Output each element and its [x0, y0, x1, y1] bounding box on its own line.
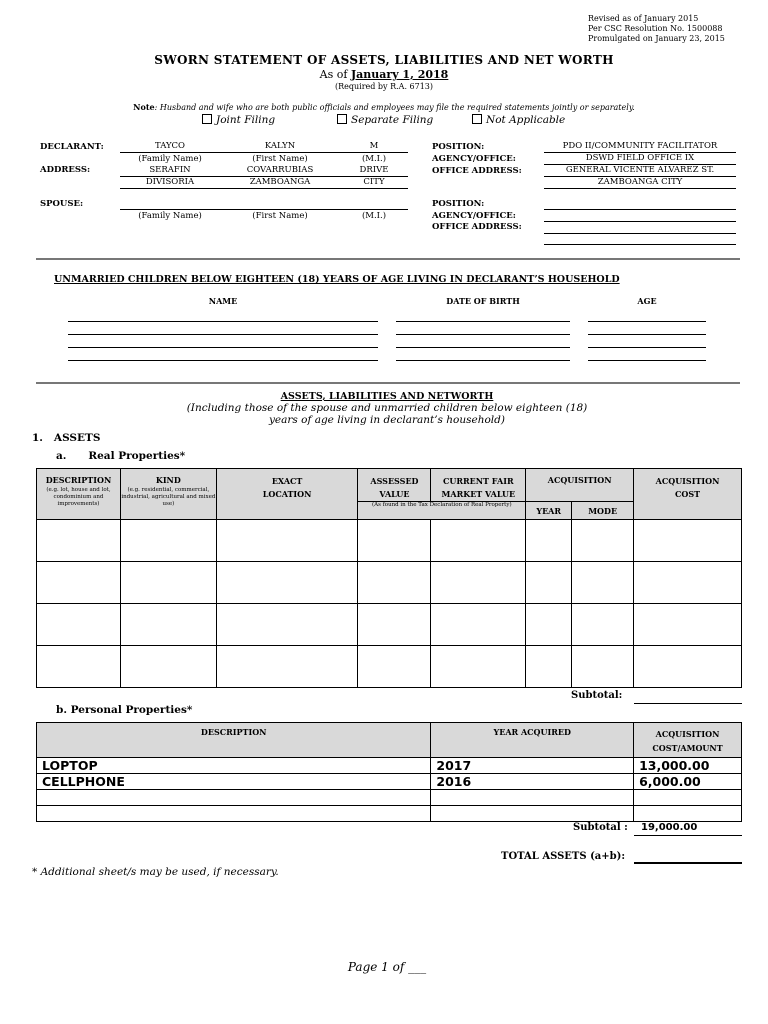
real-header-acquisition: ACQUISITION [526, 469, 634, 502]
personal-header-year: YEAR ACQUIRED [431, 723, 634, 758]
personal-description[interactable]: CELLPHONE [37, 774, 431, 790]
table-cell[interactable] [120, 562, 216, 604]
page-title: SWORN STATEMENT OF ASSETS, LIABILITIES AND NET WORTH [154, 53, 614, 67]
table-row [37, 774, 742, 790]
real-header-cost-l1: ACQUISITION [655, 476, 720, 486]
total-assets-label: TOTAL ASSETS (a+b): [501, 851, 626, 862]
table-cell[interactable] [526, 520, 572, 562]
agency-label: AGENCY/OFFICE: [432, 154, 516, 164]
real-header-market-l1: CURRENT FAIR [443, 476, 514, 486]
filing-option-separate[interactable] [337, 114, 433, 126]
position-value[interactable]: PDO II/COMMUNITY FACILITATOR [562, 141, 718, 151]
table-cell[interactable] [634, 562, 742, 604]
personal-header-cost-l1: ACQUISITION [655, 729, 720, 739]
real-header-year: YEAR [526, 502, 572, 520]
declarant-family-name[interactable]: TAYCO [155, 141, 185, 151]
table-cell[interactable] [216, 562, 358, 604]
total-assets-line[interactable] [634, 862, 742, 864]
real-header-assessed-l2: VALUE [379, 489, 410, 499]
family-name-caption: (Family Name) [138, 154, 202, 164]
children-header-age: AGE [637, 296, 657, 306]
personal-subtotal-value[interactable]: 19,000.00 [641, 822, 698, 833]
header-notes [588, 14, 725, 44]
child-name-line-1[interactable] [68, 321, 378, 322]
table-cell[interactable] [431, 562, 526, 604]
children-header-dob: DATE OF BIRTH [446, 296, 520, 306]
table-cell[interactable] [358, 604, 431, 646]
position-label: POSITION: [432, 142, 485, 152]
personal-cost[interactable] [634, 806, 742, 822]
table-cell[interactable] [431, 604, 526, 646]
real-header-assessed [358, 469, 431, 502]
child-dob-line-3[interactable] [396, 347, 570, 348]
table-cell[interactable] [526, 604, 572, 646]
real-header-kind-label: KIND [155, 475, 181, 485]
personal-description[interactable]: LOPTOP [37, 758, 431, 774]
spouse-position-rule[interactable] [544, 209, 736, 210]
personal-year[interactable] [431, 790, 634, 806]
table-cell[interactable] [37, 562, 121, 604]
note-label: Note [133, 102, 155, 112]
table-cell[interactable] [634, 646, 742, 688]
real-properties-heading: a. Real Properties* [56, 450, 186, 462]
filing-option-joint[interactable] [202, 114, 275, 126]
revised-note: Revised as of January 2015 [588, 14, 699, 23]
table-cell[interactable] [216, 604, 358, 646]
table-row [37, 646, 742, 688]
real-header-value-note: (As found in the Tax Declaration of Real Property) [358, 502, 526, 520]
personal-year[interactable] [431, 806, 634, 822]
real-header-kind [120, 469, 216, 520]
real-header-location-l1: EXACT [271, 476, 303, 486]
table-cell[interactable] [634, 520, 742, 562]
real-subtotal-label: Subtotal: [571, 690, 623, 701]
joint-filing-checkbox[interactable] [202, 114, 212, 124]
real-header-description-label: DESCRIPTION [45, 475, 112, 485]
real-header-description [37, 469, 121, 520]
personal-properties-heading: b. Personal Properties* [56, 704, 193, 716]
personal-subtotal-line [634, 835, 742, 836]
child-age-line-1[interactable] [588, 321, 706, 322]
address-line2-part2[interactable]: ZAMBOANGA [249, 177, 311, 187]
office-address-line2[interactable]: ZAMBOANGA CITY [597, 177, 683, 187]
real-header-mode: MODE [572, 502, 634, 520]
table-cell[interactable] [358, 646, 431, 688]
assets-heading: 1. ASSETS [32, 432, 101, 444]
child-age-line-4[interactable] [588, 360, 706, 361]
address-line2-part3[interactable]: CITY [363, 177, 385, 187]
address-line1-part1[interactable]: SERAFIN [149, 165, 191, 175]
separate-filing-label: Separate Filing [351, 114, 434, 126]
additional-sheet-note: * Additional sheet/s may be used, if necessary. [32, 866, 279, 878]
child-age-line-3[interactable] [588, 347, 706, 348]
table-cell[interactable] [216, 520, 358, 562]
address-label: ADDRESS: [40, 165, 91, 175]
personal-year[interactable]: 2017 [431, 758, 634, 774]
promulgated-note: Promulgated on January 23, 2015 [588, 34, 725, 43]
office-address-line1[interactable]: GENERAL VICENTE ALVAREZ ST. [565, 165, 715, 175]
not-applicable-checkbox[interactable] [472, 114, 482, 124]
table-cell[interactable] [37, 520, 121, 562]
required-by: (Required by R.A. 6713) [334, 82, 434, 91]
table-cell[interactable] [572, 520, 634, 562]
table-cell[interactable] [572, 646, 634, 688]
spouse-first-caption: (First Name) [252, 211, 308, 221]
address-line2-part1[interactable]: DIVISORIA [145, 177, 195, 187]
table-row [37, 562, 742, 604]
spouse-agency-rule[interactable] [544, 221, 736, 222]
children-title: UNMARRIED CHILDREN BELOW EIGHTEEN (18) YEARS OF AGE LIVING IN DECLARANT’S HOUSEHOLD [54, 274, 620, 285]
declarant-mi[interactable]: M [369, 141, 379, 151]
child-name-line-4[interactable] [68, 360, 378, 361]
page-number: Page 1 of ___ [347, 960, 427, 974]
personal-cost[interactable]: 6,000.00 [634, 774, 742, 790]
personal-cost[interactable] [634, 790, 742, 806]
real-header-location-l2: LOCATION [262, 489, 312, 499]
table-cell[interactable] [358, 520, 431, 562]
real-header-market [431, 469, 526, 502]
child-name-line-3[interactable] [68, 347, 378, 348]
real-properties-table [36, 468, 742, 688]
spouse-family-caption: (Family Name) [138, 211, 202, 221]
child-name-line-2[interactable] [68, 334, 378, 335]
table-cell[interactable] [572, 562, 634, 604]
spouse-position-label: POSITION: [432, 199, 485, 209]
table-row [37, 520, 742, 562]
declarant-name-line [120, 152, 408, 153]
real-header-cost [634, 469, 742, 520]
aln-subtitle-2: years of age living in declarant’s household) [269, 414, 505, 426]
table-cell[interactable] [120, 604, 216, 646]
office-address-label: OFFICE ADDRESS: [432, 166, 522, 176]
real-header-location [216, 469, 358, 520]
child-dob-line-4[interactable] [396, 360, 570, 361]
note [0, 102, 768, 112]
table-cell[interactable] [431, 646, 526, 688]
table-row [37, 790, 742, 806]
spouse-office-rule1[interactable] [544, 233, 736, 234]
real-header-cost-l2: COST [675, 489, 701, 499]
real-header-assessed-l1: ASSESSED [370, 476, 419, 486]
table-cell[interactable] [37, 646, 121, 688]
agency-value[interactable]: DSWD FIELD OFFICE IX [585, 153, 695, 163]
personal-description[interactable] [37, 790, 431, 806]
office-address-rule2 [544, 188, 736, 189]
real-header-market-l2: MARKET VALUE [441, 489, 516, 499]
spouse-office-rule2[interactable] [544, 244, 736, 245]
personal-header-cost [634, 723, 742, 758]
mi-caption: (M.I.) [361, 154, 387, 164]
spouse-name-line[interactable] [120, 209, 408, 210]
personal-header-description: DESCRIPTION [37, 723, 431, 758]
as-of-line [0, 68, 768, 81]
real-header-kind-sub: (e.g. residential, commercial, industrial, agricultural and mixed use) [121, 487, 216, 507]
spouse-label: SPOUSE: [40, 199, 84, 209]
table-cell[interactable] [431, 520, 526, 562]
declarant-label: DECLARANT: [40, 142, 104, 152]
joint-filing-label: Joint Filing [216, 114, 276, 126]
address-line1-part2[interactable]: COVARRUBIAS [246, 165, 314, 175]
section-divider-1 [36, 258, 740, 260]
table-row [37, 758, 742, 774]
spouse-mi-caption: (M.I.) [361, 211, 387, 221]
table-cell[interactable] [634, 604, 742, 646]
section-divider-2 [36, 382, 740, 384]
real-subtotal-line[interactable] [634, 703, 742, 704]
personal-description[interactable] [37, 806, 431, 822]
personal-cost[interactable]: 13,000.00 [634, 758, 742, 774]
address-line1-part3[interactable]: DRIVE [359, 165, 389, 175]
address-line2-rule [120, 188, 408, 189]
table-cell[interactable] [120, 520, 216, 562]
aln-subtitle-1: (Including those of the spouse and unmarried children below eighteen (18) [186, 402, 588, 414]
table-row [37, 806, 742, 822]
personal-properties-table [36, 722, 742, 822]
real-header-description-sub: (e.g. lot, house and lot, condominium and improvements) [46, 487, 111, 507]
table-row [37, 604, 742, 646]
note-text: : Husband and wife who are both public officials and employees may file the required statements jointly or separately. [154, 103, 635, 112]
table-cell[interactable] [526, 646, 572, 688]
filing-option-na[interactable] [472, 114, 565, 126]
child-dob-line-1[interactable] [396, 321, 570, 322]
aln-title: ASSETS, LIABILITIES AND NETWORTH [280, 391, 494, 402]
personal-year[interactable]: 2016 [431, 774, 634, 790]
spouse-office-address-label: OFFICE ADDRESS: [432, 222, 522, 232]
as-of-label: As of [319, 68, 348, 81]
table-cell[interactable] [37, 604, 121, 646]
table-cell[interactable] [120, 646, 216, 688]
personal-subtotal-label: Subtotal : [573, 822, 628, 833]
as-of-date: January 1, 2018 [350, 68, 449, 81]
declarant-first-name[interactable]: KALYN [264, 141, 296, 151]
child-dob-line-2[interactable] [396, 334, 570, 335]
table-cell[interactable] [216, 646, 358, 688]
separate-filing-checkbox[interactable] [337, 114, 347, 124]
personal-header-cost-l2: COST/AMOUNT [652, 743, 723, 753]
table-cell[interactable] [572, 604, 634, 646]
first-name-caption: (First Name) [252, 154, 308, 164]
table-cell[interactable] [358, 562, 431, 604]
table-cell[interactable] [526, 562, 572, 604]
spouse-agency-label: AGENCY/OFFICE: [432, 211, 516, 221]
children-header-name: NAME [208, 296, 238, 306]
child-age-line-2[interactable] [588, 334, 706, 335]
resolution-note: Per CSC Resolution No. 1500088 [588, 24, 723, 33]
not-applicable-label: Not Applicable [486, 114, 566, 126]
